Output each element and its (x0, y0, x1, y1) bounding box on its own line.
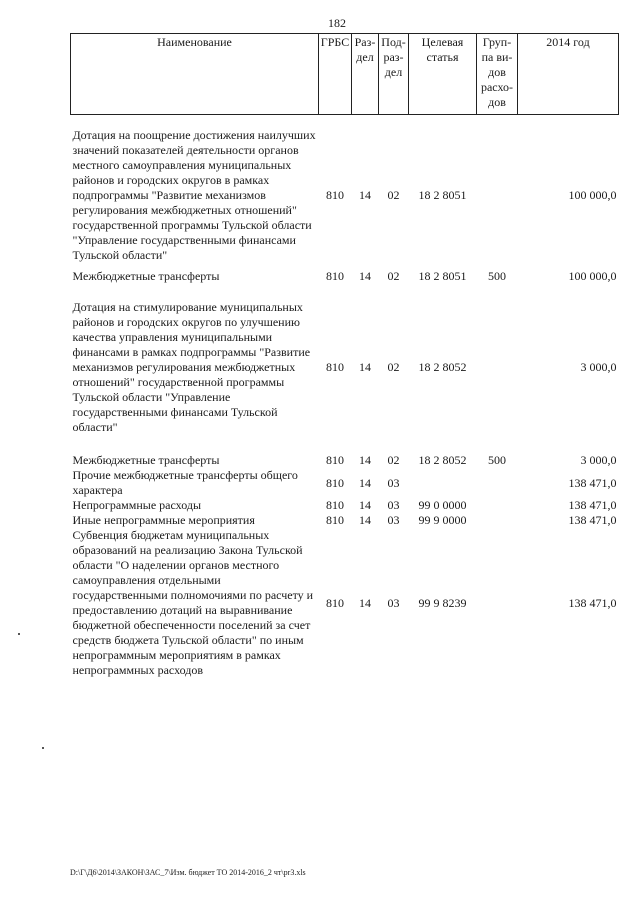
row-grbs: 810 (326, 595, 344, 610)
header-name: Наименование (71, 34, 319, 115)
header-razdel: Раз- дел (352, 34, 379, 115)
table-row (71, 528, 619, 678)
row-group: 500 (488, 453, 506, 467)
row-amount: 100 000,0 (568, 188, 617, 202)
row-podrazdel: 03 (387, 498, 400, 512)
row-podrazdel: 02 (387, 269, 400, 283)
header-grbs: ГРБС (319, 34, 352, 115)
table-row (71, 468, 619, 498)
row-grbs: 810 (326, 188, 344, 202)
row-grbs: 810 (326, 475, 344, 490)
row-amount: 100 000,0 (568, 269, 617, 283)
row-target: 18 2 8051 (418, 188, 467, 202)
row-target: 18 2 8052 (418, 453, 467, 467)
table-header-row (71, 34, 619, 115)
table-row (71, 498, 619, 513)
row-group (477, 498, 518, 513)
row-target: 18 2 8052 (418, 360, 467, 374)
row-group (477, 528, 518, 678)
row-podrazdel: 02 (387, 453, 400, 467)
scan-speck (18, 633, 20, 635)
row-name: Иные непрограммные мероприятия (72, 513, 255, 527)
budget-table (70, 33, 619, 678)
row-target: 99 9 8239 (418, 595, 467, 610)
table-row (71, 513, 619, 528)
header-podrazdel: Под- раз- дел (379, 34, 409, 115)
row-group (477, 300, 518, 435)
row-razdel: 14 (359, 453, 371, 467)
row-name: Межбюджетные трансферты (72, 453, 220, 467)
row-grbs: 810 (326, 498, 344, 512)
row-grbs: 810 (326, 453, 344, 467)
table-row (71, 300, 619, 435)
header-year: 2014 год (518, 34, 619, 115)
table-row (71, 269, 619, 284)
row-target: 99 0 0000 (418, 498, 467, 512)
row-razdel: 14 (359, 595, 371, 610)
header-group: Груп- па ви- дов расхо- дов (477, 34, 518, 115)
row-target (409, 468, 477, 498)
file-path-footer: D:\Г\Д6\2014\ЗАКОН\ЗАС_7\Изм. бюджет ТО 2014-2016_2 чт\pr3.xls (70, 868, 306, 877)
row-group (477, 468, 518, 498)
row-razdel: 14 (359, 475, 371, 490)
row-name: Дотация на поощрение достижения наилучших значений показателей деятельности органов местного самоуправления муниципальных районов и городских округов в рамках подпрограммы "Развитие механизмов регулирования межбюджетных отношений" государственной программы Тульской области "Управление государственными финансами Тульской области" (72, 128, 316, 262)
row-name: Прочие межбюджетные трансферты общего характера (72, 468, 298, 497)
row-amount: 138 471,0 (568, 498, 617, 512)
row-podrazdel: 02 (387, 188, 400, 202)
row-target: 18 2 8051 (418, 269, 467, 283)
row-podrazdel: 03 (387, 595, 400, 610)
row-name: Непрограммные расходы (72, 498, 202, 512)
row-name: Субвенция бюджетам муниципальных образований на реализацию Закона Тульской области "О наделении органов местного самоуправления отдельными государственными полномочиями по расчету и предоставлению дотаций на выравнивание бюджетной обеспеченности поселений за счет средств бюджета Тульской области" по иным непрограммным мероприятиям в рамках непрограммных расходов (72, 528, 314, 677)
row-podrazdel: 03 (387, 475, 400, 490)
row-razdel: 14 (359, 188, 371, 202)
row-podrazdel: 03 (387, 513, 400, 527)
row-group (477, 128, 518, 263)
row-razdel: 14 (359, 360, 371, 374)
row-grbs: 810 (326, 360, 344, 374)
row-name: Межбюджетные трансферты (72, 269, 220, 283)
row-group (477, 513, 518, 528)
row-amount: 3 000,0 (580, 453, 617, 467)
header-target: Целевая статья (409, 34, 477, 115)
page-number: 182 (328, 16, 346, 30)
row-amount: 138 471,0 (568, 595, 617, 610)
row-podrazdel: 02 (387, 360, 400, 374)
table-row (71, 128, 619, 263)
row-amount: 3 000,0 (580, 360, 617, 374)
row-razdel: 14 (359, 269, 371, 283)
row-grbs: 810 (326, 513, 344, 527)
row-target: 99 9 0000 (418, 513, 467, 527)
row-razdel: 14 (359, 513, 371, 527)
row-name: Дотация на стимулирование муниципальных районов и городских округов по улучшению качества управления муниципальными финансами в рамках подпрограммы "Развитие механизмов регулирования межбюджетных отношений" государственной программы Тульской области "Управление государственными финансами Тульской области" (72, 300, 311, 434)
table-row (71, 453, 619, 468)
row-grbs: 810 (326, 269, 344, 283)
scan-speck (42, 747, 44, 749)
row-group: 500 (488, 269, 506, 283)
row-amount: 138 471,0 (568, 513, 617, 527)
row-razdel: 14 (359, 498, 371, 512)
row-amount: 138 471,0 (568, 475, 617, 490)
